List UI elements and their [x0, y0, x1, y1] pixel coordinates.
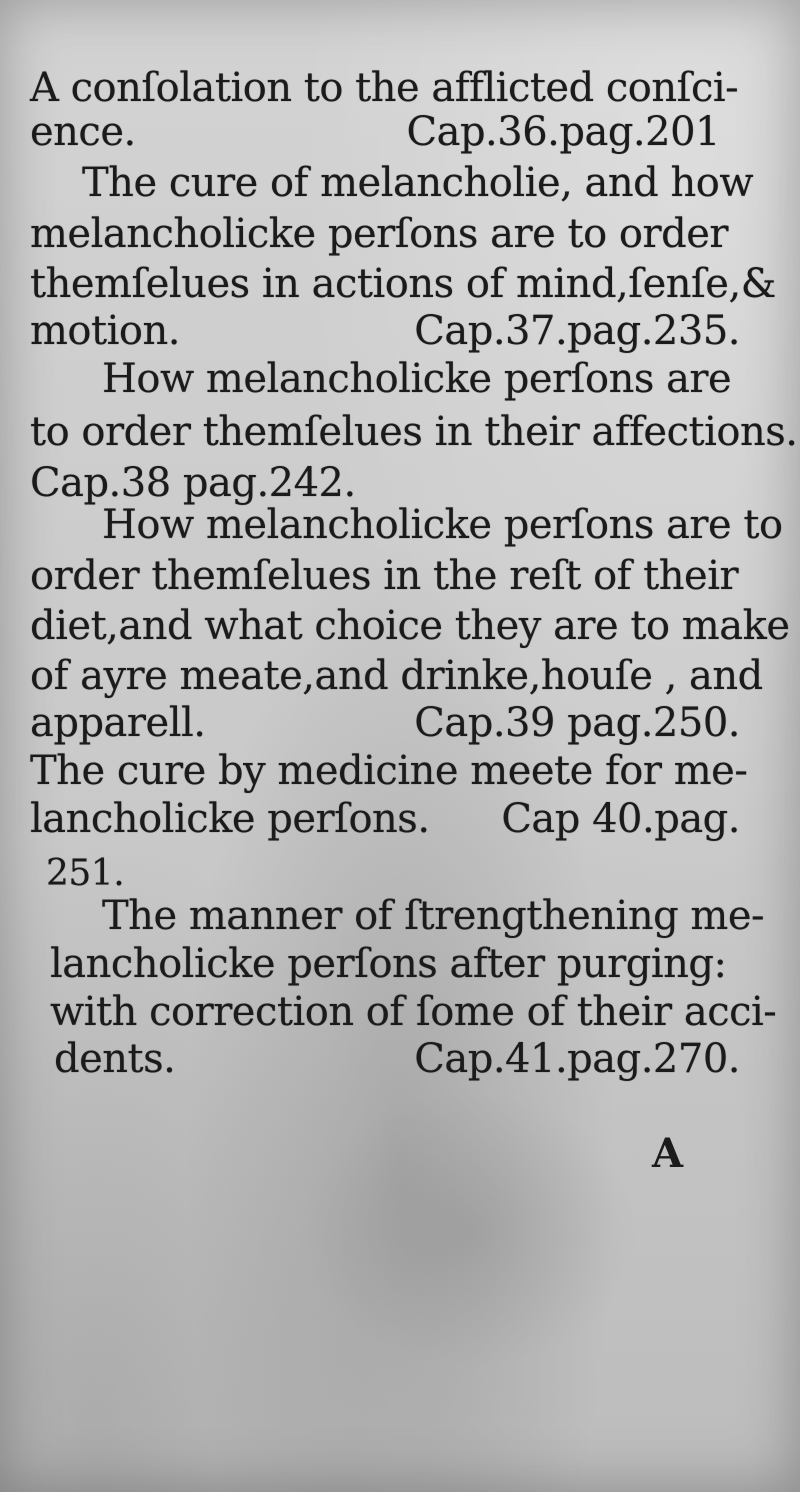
entry-1-text-1: A conſolation to the afflicted conſci-: [30, 65, 739, 111]
entry-1-line-2: [30, 106, 740, 158]
entry-4-line-4: [30, 650, 763, 702]
entry-2-ref: Cap.37.pag.235.: [414, 308, 740, 354]
entry-6-text-2: lancholicke perſons after purging:: [50, 941, 727, 987]
entry-1-text-2: ence.: [30, 109, 136, 155]
water-stain: [300, 1090, 640, 1370]
entry-6-line-1: [30, 890, 765, 942]
entry-5-text-1: The cure by medicine meete for me-: [30, 748, 748, 794]
entry-6-line-3: [30, 986, 777, 1038]
entry-4-ref: Cap.39 pag.250.: [414, 700, 740, 746]
entry-2-text-1: The cure of melancholie, and how: [82, 160, 754, 206]
entry-6-ref: Cap.41.pag.270.: [414, 1036, 740, 1082]
entry-6-text-3: with correction of ſome of their acci-: [50, 989, 777, 1035]
entry-5-line-2: [30, 793, 740, 845]
entry-6-text-4: dents.: [54, 1036, 176, 1082]
entry-6-line-2: [30, 938, 740, 990]
entry-4-text-2: order themſelues in the reſt of their: [30, 553, 739, 599]
entry-5-line-1: [30, 745, 748, 797]
entry-4-line-2: [30, 550, 740, 602]
entry-4-line-1: [30, 499, 783, 551]
entry-2-line-4: [30, 305, 740, 357]
entry-4-text-3: diet,and what choice they are to make: [30, 603, 790, 649]
entry-2-line-3: [30, 258, 776, 310]
entry-3-line-1: [30, 353, 740, 405]
entry-3-text-1: How melancholicke perſons are: [102, 356, 732, 402]
entry-3-line-2: [30, 406, 798, 458]
entry-3-text-3: Cap.38 pag.242.: [30, 460, 356, 506]
entry-2-line-2: [30, 208, 740, 260]
entry-2-text-4: motion.: [30, 308, 180, 354]
entry-6-text-1: The manner of ſtrengthening me-: [102, 893, 765, 939]
entry-2-line-1: [30, 157, 754, 209]
entry-4-text-5: apparell.: [30, 700, 206, 746]
entry-4-line-5: [30, 697, 740, 749]
entry-5-ref: Cap 40.pag.: [501, 796, 740, 842]
entry-4-line-3: [30, 600, 790, 652]
entry-6-line-4: [30, 1033, 740, 1085]
entry-5-text-2: lancholicke perſons.: [30, 796, 430, 842]
entry-1-ref: Cap.36.pag.201: [406, 109, 720, 155]
entry-3-text-2: to order themſelues in their affections.: [30, 409, 798, 455]
entry-2-text-3: themſelues in actions of mind,ſenſe,&: [30, 261, 776, 307]
catchword: A: [652, 1130, 684, 1177]
entry-2-text-2: melancholicke perſons are to order: [30, 211, 728, 257]
entry-4-text-4: of ayre meate,and drinke,houſe , and: [30, 653, 763, 699]
entry-5-text-3: 251.: [46, 853, 125, 894]
entry-4-text-1: How melancholicke perſons are to: [102, 502, 783, 548]
